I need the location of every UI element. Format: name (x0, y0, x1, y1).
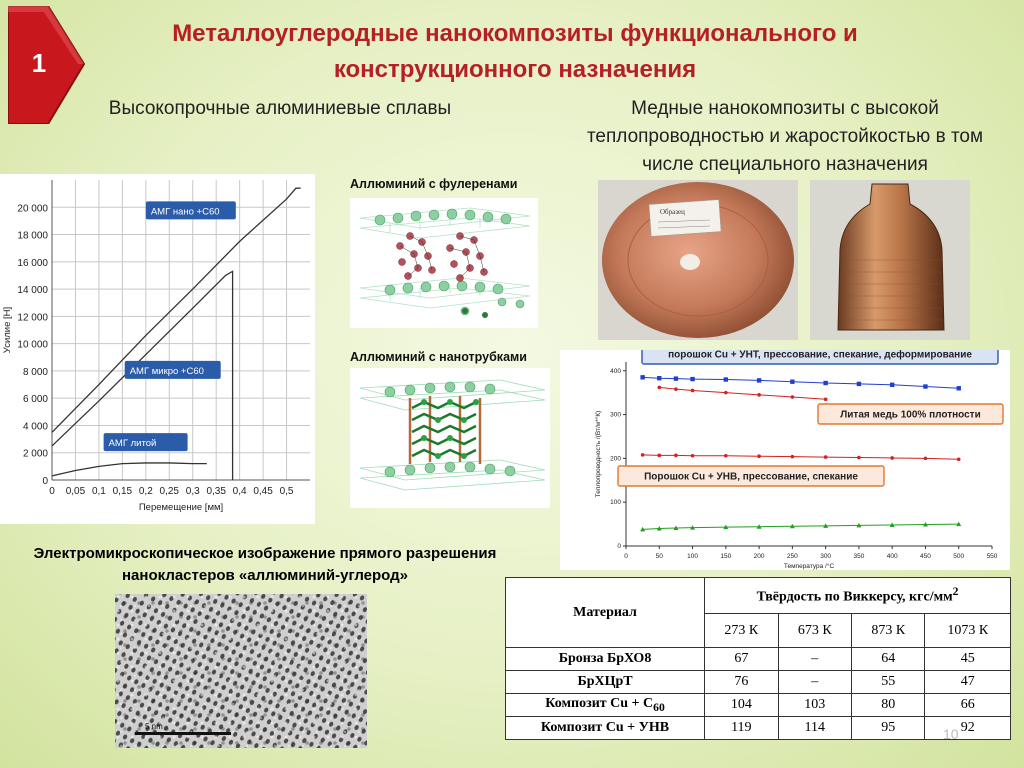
y-tick-label: 16 000 (17, 257, 48, 269)
table-cell: 55 (852, 671, 925, 694)
data-point (640, 375, 644, 379)
x-tick-label: 0,05 (65, 486, 86, 497)
table-cell: 95 (852, 717, 925, 740)
disc-label: Образец (660, 208, 685, 216)
data-point (657, 376, 661, 380)
x-tick-label: 0,15 (112, 486, 133, 497)
x-tick-label: 0,5 (279, 486, 294, 497)
data-point (724, 377, 728, 381)
y-tick-label: 4 000 (22, 421, 48, 433)
x-tick-label: 150 (720, 553, 732, 560)
legend-label: АМГ литой (108, 438, 157, 450)
electron-micrograph-image (115, 594, 367, 748)
data-point (791, 395, 795, 399)
y-tick-label: 300 (610, 411, 621, 419)
series-cu-unv-line (643, 524, 959, 529)
table-cell: 92 (925, 717, 1011, 740)
data-point (690, 377, 694, 381)
x-tick-label: 550 (986, 553, 998, 560)
data-point (957, 457, 961, 461)
y-tick-label: 0 (42, 476, 48, 487)
data-point (657, 386, 661, 390)
material-name: Бронза БрХО8 (506, 648, 705, 671)
material-name: Композит $Cu + C_{60}$ (506, 694, 705, 717)
data-point (724, 454, 728, 458)
data-point (657, 454, 661, 458)
slide-number: 1 (31, 48, 47, 78)
data-point (757, 454, 761, 458)
data-point (957, 386, 961, 390)
x-tick-label: 250 (786, 553, 798, 560)
table-cell: 45 (925, 648, 1011, 671)
table-row (506, 717, 1011, 740)
data-point (757, 393, 761, 397)
y-tick-label: 12 000 (17, 312, 48, 324)
data-point (791, 455, 795, 459)
force-displacement-svg (0, 174, 315, 524)
fullerene-model-image (350, 198, 538, 328)
subtitle-aluminium: Высокопрочные алюминиевые сплавы (108, 98, 452, 119)
force-displacement-chart (0, 174, 315, 524)
x-tick-label: 50 (655, 553, 663, 560)
data-point (691, 454, 695, 458)
micrograph-caption: Электромикроскопическое изображение прямого разрешения нанокластеров «аллюминий-углерод» (33, 545, 497, 584)
x-tick-label: 400 (886, 553, 898, 560)
table-cell: 119 (705, 717, 778, 740)
x-tick-label: 500 (953, 553, 965, 560)
data-point (890, 383, 894, 387)
data-point (790, 380, 794, 384)
y-tick-label: 100 (610, 499, 621, 507)
x-tick-label: 0 (49, 486, 55, 497)
data-point (857, 456, 861, 460)
copper-vessel-photo (810, 180, 970, 340)
y-tick-label: 20 000 (17, 203, 48, 215)
x-tick-label: 0,35 (206, 486, 226, 497)
y-tick-label: 14 000 (17, 285, 48, 297)
legend-label: Порошок Cu + УНВ, прессование, спекание (644, 471, 858, 483)
x-axis-label: Температура /°С (783, 563, 835, 570)
x-tick-label: 0,3 (185, 486, 200, 497)
y-tick-label: 18 000 (17, 230, 48, 242)
fullerene-caption: Аллюминий с фулеренами (350, 177, 518, 191)
data-point (890, 456, 894, 460)
temp-header-873: 873 К (852, 614, 925, 648)
thermal-conductivity-chart (560, 350, 1010, 570)
x-tick-label: 0,1 (91, 486, 106, 497)
x-tick-label: 0,45 (253, 486, 273, 497)
thermal-conductivity-svg (560, 350, 1010, 570)
x-tick-label: 0 (624, 553, 628, 560)
x-axis-label: Перемещение [мм] (138, 502, 224, 513)
y-tick-label: 6 000 (22, 394, 48, 406)
table-row (506, 694, 1011, 717)
legend-label: АМГ микро +С60 (129, 365, 204, 377)
data-point (674, 387, 678, 391)
data-point (857, 382, 861, 386)
x-tick-label: 450 (920, 553, 931, 560)
y-tick-label: 10 000 (17, 339, 48, 351)
page-number: 10 (943, 726, 959, 742)
scale-bar-label: 5 nm (145, 722, 163, 731)
x-tick-label: 200 (753, 553, 765, 560)
table-cell: 76 (705, 671, 778, 694)
table-cell: 47 (925, 671, 1011, 694)
vickers-hardness-table (505, 577, 1011, 740)
slide-title: Металлоуглеродные нанокомпозиты функционального и конструкционного назначения (172, 20, 858, 83)
data-point (757, 378, 761, 382)
table-cell: 114 (778, 717, 851, 740)
y-axis-label: Теплопроводность /(Вт/м*°К) (595, 410, 602, 498)
y-tick-label: 2 000 (22, 448, 48, 460)
data-point (823, 381, 827, 385)
header-material: Материал (506, 578, 705, 648)
table-cell: 80 (852, 694, 925, 717)
legend-label: Литая медь 100% плотности (840, 409, 981, 421)
series-red-lower-line (643, 455, 959, 459)
table-cell: 66 (925, 694, 1011, 717)
nanotube-model-image (350, 368, 550, 508)
table-cell: – (778, 671, 851, 694)
nanotube-caption: Аллюминий с нанотрубками (350, 350, 527, 364)
x-tick-label: 100 (687, 553, 698, 560)
y-tick-label: 0 (617, 543, 621, 550)
data-point (724, 391, 728, 395)
y-tick-label: 400 (610, 367, 621, 375)
data-point (924, 457, 928, 461)
copper-disc-photo (598, 180, 798, 340)
temp-header-673: 673 К (778, 614, 851, 648)
data-point (641, 453, 645, 457)
data-point (674, 454, 678, 458)
x-tick-label: 0,2 (138, 486, 153, 497)
y-axis-label: Усилие [Н] (2, 306, 13, 354)
x-tick-label: 0,4 (232, 486, 247, 497)
data-point (691, 389, 695, 393)
table-cell: 104 (705, 694, 778, 717)
scale-bar (135, 732, 231, 735)
table-cell: – (778, 648, 851, 671)
subtitle-copper: Медные нанокомпозиты с высокой теплопроводностью и жаростойкостью в том числе специального назначения (586, 98, 984, 175)
temp-header-1073: 1073 К (925, 614, 1011, 648)
table-cell: 67 (705, 648, 778, 671)
data-point (824, 397, 828, 401)
series-cu-unt-line (643, 377, 959, 388)
legend-label: АМГ нано +С60 (150, 206, 220, 218)
material-name: Композит Cu + УНВ (506, 717, 705, 740)
table-cell: 64 (852, 648, 925, 671)
table-cell: 103 (778, 694, 851, 717)
material-name: БрХЦрТ (506, 671, 705, 694)
data-point (923, 384, 927, 388)
x-tick-label: 350 (853, 553, 865, 560)
table-row (506, 671, 1011, 694)
data-point (824, 455, 828, 459)
data-point (674, 376, 678, 380)
series-cast-copper-line (659, 387, 825, 399)
legend-label: порошок Cu + УНТ, прессование, спекание, деформирование (668, 350, 972, 361)
header-hardness: Твёрдость по Виккерсу, кгс/$мм^2$ (705, 578, 1011, 614)
x-tick-label: 300 (820, 553, 832, 560)
x-tick-label: 0,25 (159, 486, 180, 497)
temp-header-273: 273 К (705, 614, 778, 648)
y-tick-label: 8 000 (22, 366, 48, 378)
y-tick-label: 200 (610, 455, 621, 463)
table-row (506, 648, 1011, 671)
